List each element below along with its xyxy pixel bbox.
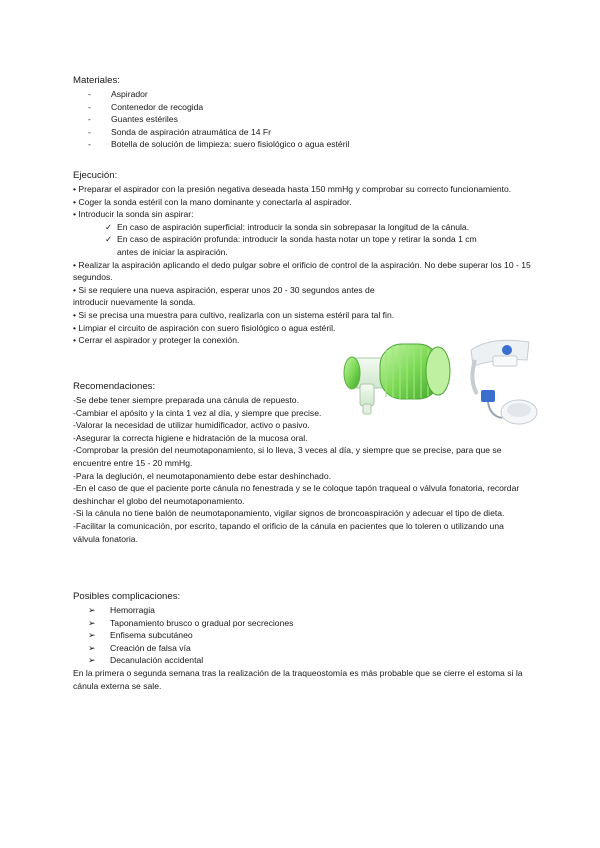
materiales-list	[73, 88, 533, 151]
check-item	[73, 233, 533, 246]
check-text-continued: antes de iniciar la aspiración.	[117, 246, 228, 257]
list-item: - Guantes estériles	[73, 113, 533, 126]
recomendacion: -Comprobar la presión del neumotaponamiento, si lo lleva, 3 veces al día, y siempre que se precise, para que se encuentre entre 15 - 20 mmHg.	[73, 445, 502, 468]
ejecucion-step: • Coger la sonda estéril con la mano dominante y conectarla al aspirador.	[73, 196, 352, 207]
materiales-section	[73, 74, 533, 151]
complicaciones-section	[73, 590, 533, 692]
list-item: - Botella de solución de limpieza: suero fisiológico o agua estéril	[73, 138, 533, 151]
arrow-bullet-icon: ➢	[88, 655, 96, 666]
check-text: En caso de aspiración superficial: introducir la sonda sin sobrepasar la longitud de la cánula.	[117, 221, 470, 232]
recomendacion: -Asegurar la correcta higiene e hidratación de la mucosa oral.	[73, 432, 308, 443]
list-item: ➢ Enfisema subcutáneo	[88, 630, 193, 641]
ejecucion-step: • Preparar el aspirador con la presión negativa deseada hasta 150 mmHg y comprobar su correcto funcionamiento.	[73, 184, 512, 194]
arrow-bullet-icon: ➢	[88, 630, 96, 641]
ejecucion-step: • Introducir la sonda sin aspirar:	[73, 209, 194, 220]
check-item	[73, 221, 533, 234]
recomendacion: -Se debe tener siempre preparada una cánula de repuesto.	[73, 395, 299, 405]
ejecucion-step: • Si se requiere una nueva aspiración, esperar unos 20 - 30 segundos antes de introducir nuevamente la sonda.	[73, 284, 375, 308]
ejecucion-step: • Realizar la aspiración aplicando el dedo pulgar sobre el orificio de control de la aspiración. No debe superar los 10 - 15 segundos.	[73, 259, 531, 283]
check-text: En caso de aspiración profunda: introducir la sonda hasta notar un tope y retirar la sonda 1 cm	[117, 234, 477, 245]
hme-filter-illustration	[338, 336, 463, 421]
check-icon: ✓	[105, 221, 113, 232]
arrow-bullet-icon: ➢	[88, 605, 96, 615]
ejecucion-step: • Si se precisa una muestra para cultivo, realizarla con un sistema estéril para tal fin.	[73, 309, 395, 320]
ejecucion-section	[73, 169, 533, 347]
list-item: ➢ Hemorragia	[88, 605, 155, 615]
closing-note: En la primera o segunda semana tras la realización de la traqueostomía es más probable que se cierre el estoma si la cánula externa se sale.	[73, 667, 523, 691]
recomendacion: -Para la deglución, el neumotaponamiento debe estar deshinchado.	[73, 470, 331, 481]
recomendacion: -Facilitar la comunicación, por escrito, tapando el orificio de la cánula en pacientes que lo toleren o utilizando una válvula fonatoria.	[73, 520, 504, 544]
materiales-heading: Materiales:	[73, 75, 120, 86]
recomendacion: -Si la cánula no tiene balón de neumotaponamiento, vigilar signos de broncoaspiración y adecuar el tipo de dieta.	[73, 508, 505, 519]
list-item: ➢ Creación de falsa vía	[88, 642, 191, 653]
arrow-bullet-icon: ➢	[88, 617, 96, 628]
recomendaciones-heading: Recomendaciones:	[73, 381, 156, 392]
list-item: - Aspirador	[73, 88, 533, 101]
list-item: ➢ Decanulación accidental	[88, 655, 204, 666]
ejecucion-step: • Cerrar el aspirador y proteger la conexión.	[73, 335, 240, 346]
recomendacion: -Valorar la necesidad de utilizar humidificador, activo o pasivo.	[73, 420, 310, 431]
arrow-bullet-icon: ➢	[88, 642, 96, 653]
ejecucion-heading: Ejecución:	[73, 170, 118, 181]
list-item: - Contenedor de recogida	[73, 101, 533, 114]
list-item: ➢ Taponamiento brusco o gradual por secreciones	[88, 617, 294, 628]
list-item: - Sonda de aspiración atraumática de 14 Fr	[73, 126, 533, 139]
check-icon: ✓	[105, 234, 113, 245]
complicaciones-list	[73, 604, 533, 667]
ejecucion-step: • Limpiar el circuito de aspiración con suero fisiológico o agua estéril.	[73, 322, 336, 333]
recomendacion: -Cambiar el apósito y la cinta 1 vez al día, y siempre que precise.	[73, 407, 322, 418]
suction-catheter-set-illustration	[463, 330, 539, 430]
complicaciones-heading: Posibles complicaciones:	[73, 591, 181, 602]
recomendacion: -En el caso de que el paciente porte cánula no fenestrada y se le coloque tapón traqueal o válvula fonatoria, recordar deshinchar el globo del neumotaponamiento.	[73, 483, 520, 506]
